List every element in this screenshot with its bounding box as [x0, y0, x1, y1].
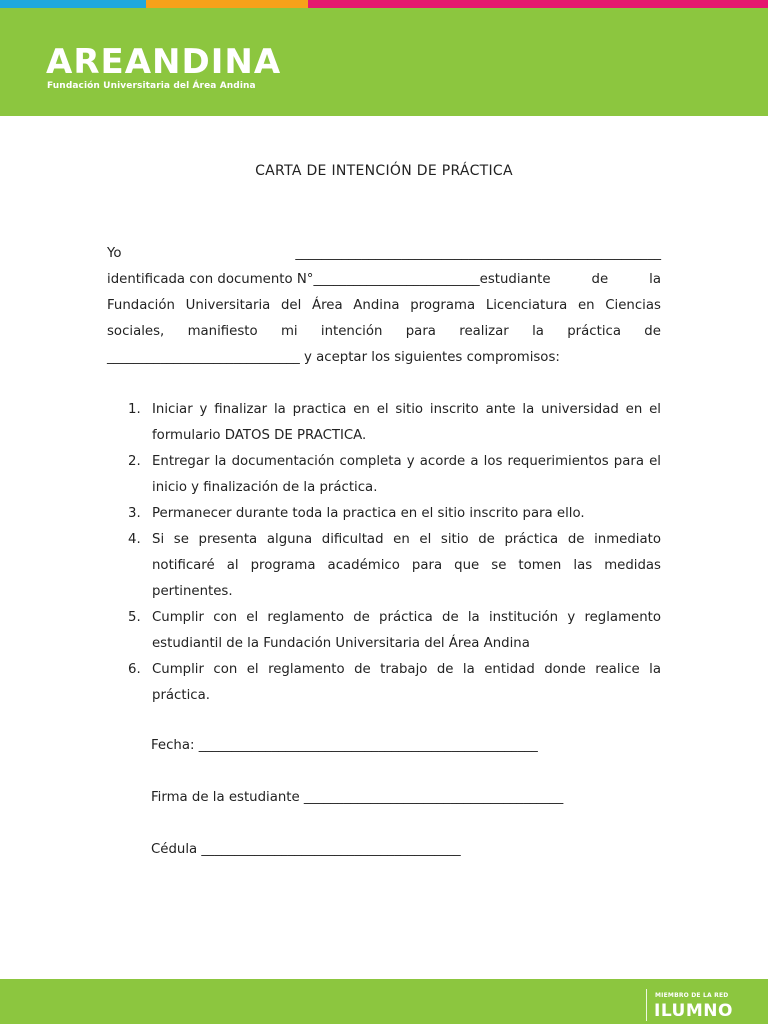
stripe-pink: [308, 0, 768, 8]
stripe-orange: [146, 0, 308, 8]
intro-word: del: [280, 298, 302, 313]
list-item: [120, 397, 661, 449]
list-item-number: 4.: [128, 532, 141, 547]
list-item-number: 1.: [128, 402, 141, 417]
intro-word: de: [644, 324, 661, 339]
intro-word: de: [591, 272, 609, 287]
list-item-number: 2.: [128, 454, 141, 469]
list-item: [120, 605, 661, 657]
intro-word: _______________________________________________________: [295, 246, 661, 261]
network-label: MIEMBRO DE LA RED: [655, 992, 729, 999]
signature-field: Firma de la estudiante _______________________________________: [151, 790, 564, 805]
list-item: [120, 501, 661, 527]
intro-line: [107, 241, 661, 267]
intro-word: Licenciatura: [485, 298, 568, 313]
intro-line: [107, 293, 661, 319]
list-item-number: 5.: [128, 610, 141, 625]
list-item-text: Cumplir con el reglamento de práctica de la institución y reglamento estudiantil de la Fundación Universitaria del Área Andina: [152, 610, 661, 651]
intro-word: _____________________________ y aceptar los siguientes compromisos:: [107, 350, 560, 365]
intro-word: para: [405, 324, 436, 339]
page-title: CARTA DE INTENCIÓN DE PRÁCTICA: [255, 163, 513, 179]
intro-word: Área: [312, 298, 343, 313]
list-item: [120, 657, 661, 709]
header-banner: [0, 8, 768, 116]
list-item-text: Entregar la documentación completa y acorde a los requerimientos para el inicio y finalización de la práctica.: [152, 454, 661, 495]
intro-word: en: [577, 298, 595, 313]
intro-word: Universitaria: [185, 298, 271, 313]
stripe-blue: [0, 0, 146, 8]
id-field: Cédula _______________________________________: [151, 842, 461, 857]
intro-word: la: [532, 324, 544, 339]
list-item-text: Si se presenta alguna dificultad en el sitio de práctica de inmediato notificaré al programa académico para que se tomen las medidas pertinentes.: [152, 532, 661, 599]
list-item-number: 6.: [128, 662, 141, 677]
intro-paragraph: [107, 241, 661, 371]
intro-word: intención: [320, 324, 383, 339]
intro-line: [107, 267, 661, 293]
list-item-text: Iniciar y finalizar la practica en el sitio inscrito ante la universidad en el formulario DATOS DE PRACTICA.: [152, 402, 661, 443]
intro-line: [107, 319, 661, 345]
intro-line: [107, 345, 661, 371]
commitments-list: [120, 397, 661, 709]
areandina-logo: AREANDINA: [46, 42, 282, 82]
list-item: [120, 449, 661, 501]
list-item-number: 3.: [128, 506, 141, 521]
intro-word: realizar: [459, 324, 509, 339]
footer-banner: [0, 979, 768, 1024]
intro-word: la: [649, 272, 661, 287]
intro-word: práctica: [567, 324, 621, 339]
intro-word: sociales,: [107, 324, 165, 339]
intro-word: Andina: [353, 298, 400, 313]
footer-divider: [646, 989, 647, 1021]
intro-word: Yo: [107, 246, 122, 261]
intro-word: Fundación: [107, 298, 175, 313]
intro-word: identificada con documento N°_________________________estudiante: [107, 272, 551, 287]
list-item: [120, 527, 661, 605]
intro-word: programa: [410, 298, 476, 313]
top-color-stripes: [0, 0, 768, 8]
intro-word: mi: [280, 324, 298, 339]
intro-word: Ciencias: [605, 298, 661, 313]
logo-subtitle: Fundación Universitaria del Área Andina: [47, 81, 256, 91]
ilumno-logo: ILUMNO: [654, 1001, 733, 1021]
date-field: Fecha: ___________________________________________________: [151, 738, 538, 753]
intro-word: manifiesto: [187, 324, 258, 339]
list-item-text: Cumplir con el reglamento de trabajo de la entidad donde realice la práctica.: [152, 662, 661, 703]
list-item-text: Permanecer durante toda la practica en el sitio inscrito para ello.: [152, 506, 585, 521]
